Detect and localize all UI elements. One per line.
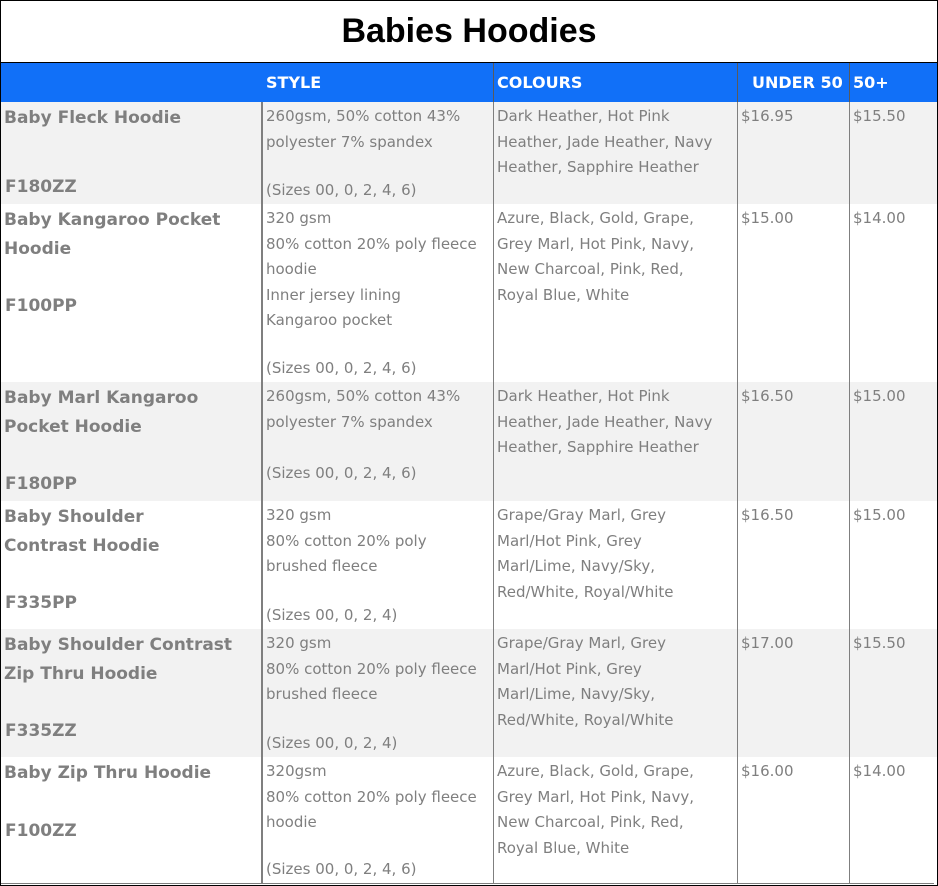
product-name: Baby Marl Kangaroo Pocket Hoodie bbox=[4, 388, 199, 437]
style-cell bbox=[263, 102, 494, 204]
price-50-plus: $15.50 bbox=[853, 634, 906, 652]
colour-line: Heather, Sapphire Heather bbox=[497, 158, 699, 176]
colours-cell bbox=[494, 102, 738, 204]
price-50-plus: $15.00 bbox=[853, 506, 906, 524]
price-50-plus: $14.00 bbox=[853, 209, 906, 227]
colour-line: Marl/Lime, Navy/Sky, bbox=[497, 557, 655, 575]
price-under-50: $16.95 bbox=[738, 102, 850, 204]
colour-line: Azure, Black, Gold, Grape, bbox=[497, 762, 694, 780]
style-cell bbox=[263, 629, 494, 757]
sizes-text: (Sizes 00, 0, 2, 4) bbox=[266, 605, 398, 624]
sizes-text: (Sizes 00, 0, 2, 4, 6) bbox=[266, 358, 417, 377]
price-50-plus: $14.00 bbox=[850, 757, 934, 884]
table-row bbox=[1, 629, 937, 757]
style-line: 320 gsm bbox=[266, 209, 332, 227]
style-line: Inner jersey lining bbox=[266, 285, 401, 304]
product-code: F180ZZ bbox=[5, 177, 77, 197]
header-colours: COLOURS bbox=[494, 63, 738, 102]
product-name: Baby Shoulder Contrast Zip Thru Hoodie bbox=[4, 635, 233, 684]
colour-line: New Charcoal, Pink, Red, bbox=[497, 260, 684, 278]
colours-cell bbox=[494, 204, 738, 382]
style-line: 80% cotton 20% poly bbox=[266, 531, 427, 550]
colour-line: Marl/Hot Pink, Grey bbox=[497, 659, 642, 678]
colour-line: Dark Heather, Hot Pink bbox=[497, 107, 670, 125]
colour-line: Red/White, Royal/White bbox=[497, 582, 674, 601]
price-under-50: $16.50 bbox=[738, 501, 850, 629]
colour-line: Grape/Gray Marl, Grey bbox=[497, 506, 666, 524]
colour-line: Grey Marl, Hot Pink, Navy, bbox=[497, 234, 694, 253]
price-under-50: $15.00 bbox=[738, 204, 850, 382]
sizes-text: (Sizes 00, 0, 2, 4, 6) bbox=[266, 859, 417, 878]
colour-line: Marl/Lime, Navy/Sky, bbox=[497, 685, 655, 703]
style-line: brushed fleece bbox=[266, 557, 378, 575]
colours-cell bbox=[494, 501, 738, 629]
price-50-plus: $15.50 bbox=[853, 107, 906, 125]
table-row bbox=[1, 102, 937, 204]
header-product bbox=[1, 63, 263, 102]
table-row bbox=[1, 204, 937, 382]
style-line: 320 gsm bbox=[266, 506, 332, 524]
style-line: hoodie bbox=[266, 260, 317, 278]
product-cell bbox=[1, 102, 263, 204]
colour-line: Marl/Hot Pink, Grey bbox=[497, 531, 642, 550]
colour-line: New Charcoal, Pink, Red, bbox=[497, 813, 684, 831]
table-row bbox=[1, 757, 937, 884]
price-under-50: $16.50 bbox=[738, 382, 850, 501]
colour-line: Red/White, Royal/White bbox=[497, 710, 674, 729]
colours-cell bbox=[494, 382, 738, 501]
product-name: Baby Shoulder Contrast Hoodie bbox=[4, 507, 160, 556]
style-cell bbox=[263, 501, 494, 629]
style-cell bbox=[263, 382, 494, 501]
price-under-50: $16.00 bbox=[738, 757, 850, 884]
colour-line: Heather, Jade Heather, Navy bbox=[497, 132, 713, 151]
product-name: Baby Kangaroo Pocket Hoodie bbox=[4, 210, 221, 259]
colours-cell bbox=[494, 629, 738, 757]
sizes-text: (Sizes 00, 0, 2, 4, 6) bbox=[266, 464, 417, 482]
style-line: polyester 7% spandex bbox=[266, 412, 433, 431]
colour-line: Grape/Gray Marl, Grey bbox=[497, 634, 666, 652]
header-50-plus: 50+ bbox=[853, 73, 889, 92]
style-line: 260gsm, 50% cotton 43% bbox=[266, 387, 461, 405]
product-cell bbox=[1, 204, 263, 382]
product-cell bbox=[1, 629, 263, 757]
product-code: F180PP bbox=[5, 474, 78, 494]
style-cell bbox=[263, 204, 494, 382]
product-name: Baby Zip Thru Hoodie bbox=[4, 763, 212, 783]
sizes-text: (Sizes 00, 0, 2, 4) bbox=[266, 733, 398, 752]
style-line: 80% cotton 20% poly fleece bbox=[266, 787, 477, 806]
style-line: 320 gsm bbox=[266, 634, 332, 652]
colour-line: Heather, Sapphire Heather bbox=[497, 438, 699, 456]
product-code: F100ZZ bbox=[5, 821, 77, 841]
colour-line: Heather, Jade Heather, Navy bbox=[497, 412, 713, 431]
style-line: polyester 7% spandex bbox=[266, 132, 433, 151]
sizes-text: (Sizes 00, 0, 2, 4, 6) bbox=[266, 180, 417, 199]
product-cell bbox=[1, 382, 263, 501]
style-line: hoodie bbox=[266, 813, 317, 831]
product-cell bbox=[1, 501, 263, 629]
style-line: Kangaroo pocket bbox=[266, 311, 393, 329]
page-title: Babies Hoodies bbox=[1, 1, 937, 63]
product-name: Baby Fleck Hoodie bbox=[4, 108, 181, 128]
price-50-plus: $15.00 bbox=[853, 387, 906, 405]
table-header bbox=[1, 63, 937, 102]
colour-line: Royal Blue, White bbox=[497, 285, 630, 304]
header-style: STYLE bbox=[263, 63, 494, 102]
price-under-50: $17.00 bbox=[738, 629, 850, 757]
style-line: 260gsm, 50% cotton 43% bbox=[266, 107, 461, 125]
header-under-50: UNDER 50 bbox=[738, 63, 850, 102]
colour-line: Dark Heather, Hot Pink bbox=[497, 387, 670, 405]
style-line: 80% cotton 20% poly fleece bbox=[266, 234, 477, 253]
table-row bbox=[1, 382, 937, 501]
colours-cell bbox=[494, 757, 738, 884]
product-code: F335ZZ bbox=[5, 721, 77, 741]
product-cell bbox=[1, 757, 263, 884]
product-code: F100PP bbox=[5, 296, 78, 316]
table-row bbox=[1, 501, 937, 629]
style-line: 320gsm bbox=[266, 762, 327, 780]
colour-line: Royal Blue, White bbox=[497, 838, 630, 857]
colour-line: Grey Marl, Hot Pink, Navy, bbox=[497, 787, 694, 806]
style-line: brushed fleece bbox=[266, 685, 378, 703]
colour-line: Azure, Black, Gold, Grape, bbox=[497, 209, 694, 227]
style-cell bbox=[263, 757, 494, 884]
product-code: F335PP bbox=[5, 593, 78, 613]
style-line: 80% cotton 20% poly fleece bbox=[266, 659, 477, 678]
